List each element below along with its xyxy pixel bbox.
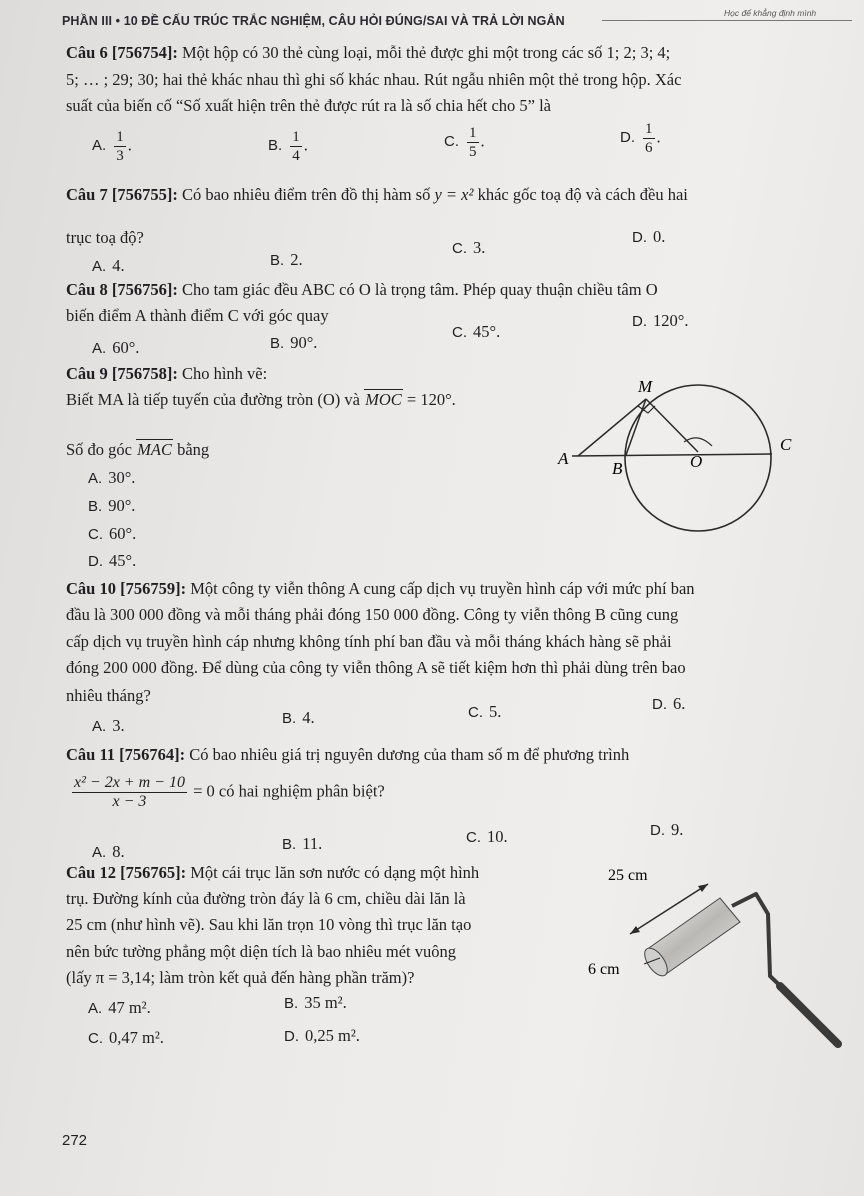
question-text: Một cái trục lăn sơn nước có dạng một hình: [190, 863, 480, 882]
question-text: đóng 200 000 đồng. Để dùng của công ty viễn thông A sẽ tiết kiệm hơn thì phải dùng trên bao: [66, 658, 686, 677]
roller-cylinder: [640, 898, 740, 980]
question-text: Có bao nhiêu giá trị nguyên dương của tham số m để phương trình: [189, 745, 630, 764]
question-label: Câu 10 [756759]:: [66, 579, 187, 598]
option-a[interactable]: A. $\frac{1}{3}$ .: [92, 129, 132, 164]
label-a: A: [558, 449, 569, 468]
circle-tangent-figure: [556, 372, 806, 562]
function-formula: y = x²: [434, 185, 474, 204]
question-text: trụ. Đường kính của đường tròn đáy là 6 cm, chiều dài lăn là: [66, 889, 466, 908]
question-text: nhiêu tháng?: [66, 686, 151, 705]
question-text: trục toạ độ?: [66, 228, 144, 247]
question-text: cấp dịch vụ truyền hình cáp nhưng không tính phí ban đầu và mỗi tháng khách hàng sẽ phải: [66, 632, 672, 651]
option-d[interactable]: D. 9.: [650, 820, 684, 839]
question-text: có hai nghiệm phân biệt?: [218, 781, 385, 801]
option-d[interactable]: D. 0.: [632, 227, 666, 246]
label-c: C: [780, 435, 792, 454]
question-text: Biết MA là tiếp tuyến của đường tròn (O) và: [66, 390, 360, 409]
question-text: nên bức tường phẳng một diện tích là bao nhiêu mét vuông: [66, 942, 456, 961]
option-c[interactable]: C. 45°.: [452, 322, 501, 341]
option-a[interactable]: A. 3.: [92, 716, 125, 735]
question-label: Câu 9 [756758]:: [66, 364, 178, 383]
option-d[interactable]: D. $\frac{1}{6}$ .: [620, 121, 661, 156]
question-label: Câu 7 [756755]:: [66, 185, 178, 204]
diameter-label: 6 cm: [588, 961, 620, 978]
section-title: PHẦN III • 10 ĐỀ CẤU TRÚC TRẮC NGHIỆM, CÂU HỎI ĐÚNG/SAI VÀ TRẢ LỜI NGẮN: [62, 14, 565, 28]
brand-slogan: Học để khẳng định mình: [724, 8, 817, 18]
option-c[interactable]: C. 10.: [466, 827, 508, 846]
option-b[interactable]: B. 90°.: [88, 496, 136, 515]
question-label: Câu 12 [756765]:: [66, 863, 187, 882]
question-label: Câu 11 [756764]:: [66, 745, 186, 764]
label-b: B: [612, 459, 623, 478]
option-a[interactable]: A. 4.: [92, 256, 125, 275]
option-b[interactable]: B. 2.: [270, 250, 303, 269]
question-label: Câu 6 [756754]:: [66, 43, 178, 62]
angle-moc: MOC: [365, 390, 402, 409]
question-text: Số đo góc: [66, 440, 132, 459]
question-text: 5; … ; 29; 30; hai thẻ khác nhau thì ghi số khác nhau. Rút ngẫu nhiên một thẻ trong hộp. Xác: [66, 70, 682, 89]
option-b[interactable]: B. 4.: [282, 708, 315, 727]
question-text: biến điểm A thành điểm C với góc quay: [66, 306, 329, 325]
option-b[interactable]: B. $\frac{1}{4}$ .: [268, 129, 308, 164]
question-text: Một công ty viễn thông A cung cấp dịch vụ truyền hình cáp với mức phí ban: [190, 579, 695, 598]
page-number: 272: [62, 1132, 88, 1149]
option-d[interactable]: D. 6.: [652, 694, 686, 713]
roller-handle: [732, 894, 828, 1032]
equation-fraction: $\frac{\text{x² − 2x + m − 10}}{x - 3}$: [74, 774, 185, 810]
option-d[interactable]: D. 45°.: [88, 551, 137, 570]
equation-rhs: = 0: [193, 781, 215, 801]
option-a[interactable]: A. 60°.: [92, 338, 140, 357]
page-header: [62, 8, 862, 32]
option-a[interactable]: A. 8.: [92, 842, 125, 861]
header-rule: [602, 20, 852, 21]
question-text: bằng: [177, 440, 210, 459]
question-text: (lấy π = 3,14; làm tròn kết quả đến hàng phần trăm)?: [66, 968, 415, 987]
label-o: O: [690, 452, 703, 471]
question-text: suất của biến cố “Số xuất hiện trên thẻ được rút ra là số chia hết cho 5” là: [66, 96, 551, 115]
option-b[interactable]: B. 90°.: [270, 333, 318, 352]
option-c[interactable]: C. $\frac{1}{5}$ .: [444, 125, 485, 160]
question-text: khác gốc toạ độ và cách đều hai: [477, 185, 688, 204]
question-text: 25 cm (như hình vẽ). Sau khi lăn trọn 10 vòng thì trục lăn tạo: [66, 915, 472, 934]
option-c[interactable]: C. 0,47 m².: [88, 1028, 164, 1047]
label-m: M: [638, 377, 653, 396]
option-c[interactable]: C. 60°.: [88, 524, 137, 543]
option-c[interactable]: C. 5.: [468, 702, 502, 721]
option-d[interactable]: D. 0,25 m².: [284, 1026, 360, 1045]
option-a[interactable]: A. 30°.: [88, 468, 136, 487]
question-text: Cho tam giác đều ABC có O là trọng tâm. Phép quay thuận chiều tâm O: [181, 280, 658, 299]
option-a[interactable]: A. 47 m².: [88, 998, 151, 1017]
question-text: = 120°.: [406, 390, 456, 409]
question-text: Cho hình vẽ:: [181, 364, 268, 383]
question-label: Câu 8 [756756]:: [66, 280, 178, 299]
option-b[interactable]: B. 11.: [282, 834, 323, 853]
length-label: 25 cm: [608, 867, 648, 884]
question-text: Có bao nhiêu điểm trên đồ thị hàm số: [181, 185, 431, 204]
paint-roller-figure: [580, 856, 850, 1056]
question-text: đầu là 300 000 đồng và mỗi tháng phải đóng 150 000 đồng. Công ty viễn thông B cũng cung: [66, 605, 679, 624]
line-ac: [572, 454, 772, 456]
option-c[interactable]: C. 3.: [452, 238, 486, 257]
option-b[interactable]: B. 35 m².: [284, 993, 347, 1012]
angle-mac: MAC: [137, 440, 172, 459]
option-d[interactable]: D. 120°.: [632, 311, 689, 330]
question-text: Một hộp có 30 thẻ cùng loại, mỗi thẻ được ghi một trong các số 1; 2; 3; 4;: [181, 43, 671, 62]
